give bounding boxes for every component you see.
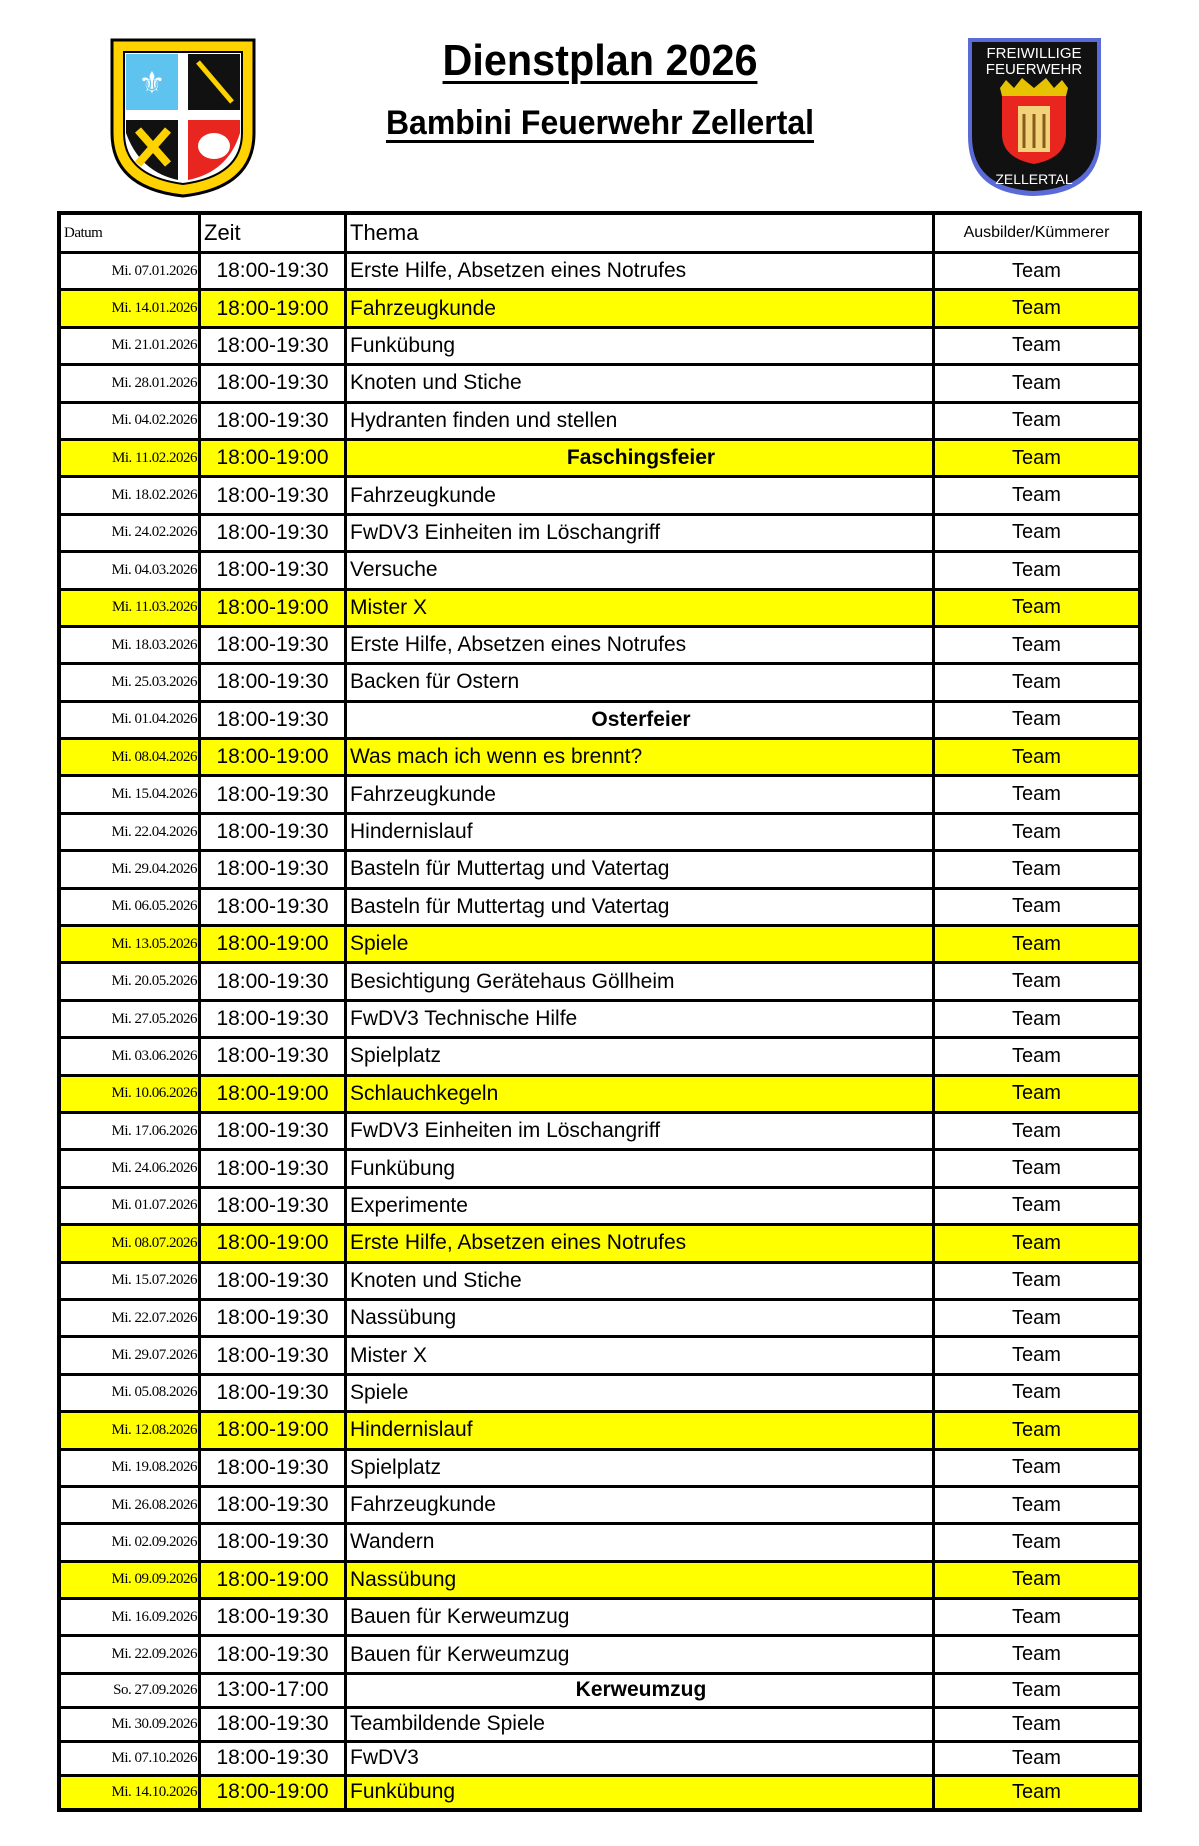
table-row [61, 777, 1138, 811]
topic-cell: Funkübung [347, 329, 932, 363]
topic-cell: Fahrzeugkunde [347, 777, 932, 811]
instructor-cell: Team [935, 777, 1138, 811]
time-cell: 18:00-19:30 [201, 1114, 344, 1148]
time-cell: 18:00-19:30 [201, 815, 344, 849]
table-row [61, 478, 1138, 512]
topic-cell: FwDV3 Einheiten im Löschangriff [347, 516, 932, 550]
table-row [61, 1563, 1138, 1597]
column-header-time: Zeit [201, 215, 344, 251]
svg-text:FEUERWEHR: FEUERWEHR [985, 61, 1083, 78]
date-cell: Mi. 01.04.2026 [61, 703, 198, 737]
instructor-cell: Team [935, 1777, 1138, 1808]
date-cell: Mi. 26.08.2026 [61, 1488, 198, 1522]
topic-cell: Bauen für Kerweumzug [347, 1600, 932, 1634]
table-row [61, 1114, 1138, 1148]
date-cell: Mi. 04.02.2026 [61, 404, 198, 438]
topic-cell: Spiele [347, 1376, 932, 1410]
table-row [61, 1039, 1138, 1073]
time-cell: 18:00-19:00 [201, 1226, 344, 1260]
time-cell: 18:00-19:30 [201, 1637, 344, 1671]
svg-text:⚜: ⚜ [138, 67, 166, 100]
topic-cell: Spielplatz [347, 1451, 932, 1485]
date-cell: Mi. 03.06.2026 [61, 1039, 198, 1073]
table-row [61, 1264, 1138, 1298]
instructor-cell: Team [935, 1563, 1138, 1597]
topic-cell: Funkübung [347, 1777, 932, 1808]
date-cell: So. 27.09.2026 [61, 1675, 198, 1706]
table-row [61, 927, 1138, 961]
table-row [61, 1301, 1138, 1335]
topic-cell: Hydranten finden und stellen [347, 404, 932, 438]
instructor-cell: Team [935, 1151, 1138, 1185]
topic-cell: Versuche [347, 553, 932, 587]
topic-cell: FwDV3 [347, 1743, 932, 1774]
topic-cell: Nassübung [347, 1563, 932, 1597]
time-cell: 18:00-19:00 [201, 1413, 344, 1447]
time-cell: 13:00-17:00 [201, 1675, 344, 1706]
topic-cell: Faschingsfeier [347, 441, 932, 475]
time-cell: 18:00-19:00 [201, 1563, 344, 1597]
time-cell: 18:00-19:00 [201, 927, 344, 961]
date-cell: Mi. 08.07.2026 [61, 1226, 198, 1260]
time-cell: 18:00-19:00 [201, 591, 344, 625]
topic-cell: Hindernislauf [347, 815, 932, 849]
time-cell: 18:00-19:30 [201, 329, 344, 363]
date-cell: Mi. 14.10.2026 [61, 1777, 198, 1808]
table-row [61, 1675, 1138, 1706]
time-cell: 18:00-19:30 [201, 1451, 344, 1485]
date-cell: Mi. 25.03.2026 [61, 665, 198, 699]
table-row [61, 1376, 1138, 1410]
topic-cell: Spiele [347, 927, 932, 961]
time-cell: 18:00-19:30 [201, 890, 344, 924]
table-row [61, 1002, 1138, 1036]
instructor-cell: Team [935, 591, 1138, 625]
table-row [61, 1488, 1138, 1522]
date-cell: Mi. 20.05.2026 [61, 964, 198, 998]
date-cell: Mi. 28.01.2026 [61, 366, 198, 400]
time-cell: 18:00-19:00 [201, 740, 344, 774]
instructor-cell: Team [935, 478, 1138, 512]
table-row [61, 628, 1138, 662]
table-row [61, 1189, 1138, 1223]
date-cell: Mi. 22.09.2026 [61, 1637, 198, 1671]
instructor-cell: Team [935, 1077, 1138, 1111]
time-cell: 18:00-19:30 [201, 1189, 344, 1223]
time-cell: 18:00-19:30 [201, 516, 344, 550]
schedule-table [57, 211, 1142, 1812]
time-cell: 18:00-19:00 [201, 1777, 344, 1808]
table-row [61, 366, 1138, 400]
instructor-cell: Team [935, 1637, 1138, 1671]
column-header-date: Datum [61, 215, 198, 251]
instructor-cell: Team [935, 329, 1138, 363]
topic-cell: Hindernislauf [347, 1413, 932, 1447]
instructor-cell: Team [935, 1264, 1138, 1298]
instructor-cell: Team [935, 628, 1138, 662]
topic-cell: Was mach ich wenn es brennt? [347, 740, 932, 774]
instructor-cell: Team [935, 1451, 1138, 1485]
table-row [61, 1077, 1138, 1111]
instructor-cell: Team [935, 516, 1138, 550]
instructor-cell: Team [935, 1743, 1138, 1774]
topic-cell: Kerweumzug [347, 1675, 932, 1706]
date-cell: Mi. 11.03.2026 [61, 591, 198, 625]
time-cell: 18:00-19:30 [201, 366, 344, 400]
date-cell: Mi. 10.06.2026 [61, 1077, 198, 1111]
topic-cell: Erste Hilfe, Absetzen eines Notrufes [347, 1226, 932, 1260]
time-cell: 18:00-19:30 [201, 1488, 344, 1522]
time-cell: 18:00-19:30 [201, 1743, 344, 1774]
instructor-cell: Team [935, 1039, 1138, 1073]
instructor-cell: Team [935, 1488, 1138, 1522]
date-cell: Mi. 30.09.2026 [61, 1709, 198, 1740]
topic-cell: Mister X [347, 1338, 932, 1372]
page-subtitle: Bambini Feuerwehr Zellertal [385, 104, 815, 142]
date-cell: Mi. 24.02.2026 [61, 516, 198, 550]
instructor-cell: Team [935, 254, 1138, 288]
table-row [61, 852, 1138, 886]
table-row [61, 964, 1138, 998]
date-cell: Mi. 22.04.2026 [61, 815, 198, 849]
date-cell: Mi. 05.08.2026 [61, 1376, 198, 1410]
instructor-cell: Team [935, 553, 1138, 587]
date-cell: Mi. 19.08.2026 [61, 1451, 198, 1485]
instructor-cell: Team [935, 1525, 1138, 1559]
table-row [61, 665, 1138, 699]
table-row [61, 329, 1138, 363]
instructor-cell: Team [935, 1376, 1138, 1410]
table-body [61, 254, 1138, 1808]
time-cell: 18:00-19:30 [201, 1264, 344, 1298]
time-cell: 18:00-19:30 [201, 1151, 344, 1185]
instructor-cell: Team [935, 852, 1138, 886]
instructor-cell: Team [935, 703, 1138, 737]
instructor-cell: Team [935, 366, 1138, 400]
topic-cell: Schlauchkegeln [347, 1077, 932, 1111]
table-row [61, 254, 1138, 288]
time-cell: 18:00-19:00 [201, 291, 344, 325]
time-cell: 18:00-19:30 [201, 1525, 344, 1559]
instructor-cell: Team [935, 964, 1138, 998]
time-cell: 18:00-19:30 [201, 1301, 344, 1335]
time-cell: 18:00-19:30 [201, 254, 344, 288]
time-cell: 18:00-19:30 [201, 703, 344, 737]
table-row [61, 1637, 1138, 1671]
date-cell: Mi. 04.03.2026 [61, 553, 198, 587]
table-row [61, 1413, 1138, 1447]
time-cell: 18:00-19:30 [201, 1600, 344, 1634]
time-cell: 18:00-19:30 [201, 964, 344, 998]
time-cell: 18:00-19:00 [201, 1077, 344, 1111]
page-title: Dienstplan 2026 [442, 36, 758, 85]
time-cell: 18:00-19:30 [201, 553, 344, 587]
date-cell: Mi. 29.07.2026 [61, 1338, 198, 1372]
column-header-topic: Thema [347, 215, 932, 251]
instructor-cell: Team [935, 441, 1138, 475]
topic-cell: Fahrzeugkunde [347, 1488, 932, 1522]
topic-cell: FwDV3 Technische Hilfe [347, 1002, 932, 1036]
table-row [61, 1525, 1138, 1559]
date-cell: Mi. 09.09.2026 [61, 1563, 198, 1597]
table-row [61, 516, 1138, 550]
table-row [61, 441, 1138, 475]
instructor-cell: Team [935, 927, 1138, 961]
table-row [61, 1151, 1138, 1185]
time-cell: 18:00-19:30 [201, 478, 344, 512]
instructor-cell: Team [935, 890, 1138, 924]
date-cell: Mi. 08.04.2026 [61, 740, 198, 774]
topic-cell: Erste Hilfe, Absetzen eines Notrufes [347, 254, 932, 288]
topic-cell: FwDV3 Einheiten im Löschangriff [347, 1114, 932, 1148]
instructor-cell: Team [935, 1338, 1138, 1372]
instructor-cell: Team [935, 815, 1138, 849]
topic-cell: Nassübung [347, 1301, 932, 1335]
instructor-cell: Team [935, 1002, 1138, 1036]
table-row [61, 553, 1138, 587]
table-row [61, 1743, 1138, 1774]
instructor-cell: Team [935, 1301, 1138, 1335]
date-cell: Mi. 14.01.2026 [61, 291, 198, 325]
topic-cell: Bauen für Kerweumzug [347, 1637, 932, 1671]
table-row [61, 1777, 1138, 1808]
table-row [61, 404, 1138, 438]
date-cell: Mi. 22.07.2026 [61, 1301, 198, 1335]
instructor-cell: Team [935, 1226, 1138, 1260]
time-cell: 18:00-19:30 [201, 777, 344, 811]
table-row [61, 591, 1138, 625]
time-cell: 18:00-19:30 [201, 404, 344, 438]
date-cell: Mi. 06.05.2026 [61, 890, 198, 924]
date-cell: Mi. 17.06.2026 [61, 1114, 198, 1148]
table-row [61, 740, 1138, 774]
topic-cell: Fahrzeugkunde [347, 478, 932, 512]
instructor-cell: Team [935, 1600, 1138, 1634]
table-row [61, 1338, 1138, 1372]
topic-cell: Spielplatz [347, 1039, 932, 1073]
instructor-cell: Team [935, 1189, 1138, 1223]
date-cell: Mi. 12.08.2026 [61, 1413, 198, 1447]
table-row [61, 815, 1138, 849]
date-cell: Mi. 02.09.2026 [61, 1525, 198, 1559]
svg-text:FREIWILLIGE: FREIWILLIGE [986, 45, 1082, 62]
svg-text:ZELLERTAL: ZELLERTAL [995, 171, 1073, 187]
table-row [61, 1451, 1138, 1485]
instructor-cell: Team [935, 1709, 1138, 1740]
topic-cell: Knoten und Stiche [347, 1264, 932, 1298]
date-cell: Mi. 11.02.2026 [61, 441, 198, 475]
table-header-row [61, 215, 1138, 251]
instructor-cell: Team [935, 1114, 1138, 1148]
date-cell: Mi. 18.02.2026 [61, 478, 198, 512]
instructor-cell: Team [935, 665, 1138, 699]
topic-cell: Knoten und Stiche [347, 366, 932, 400]
time-cell: 18:00-19:30 [201, 1338, 344, 1372]
topic-cell: Experimente [347, 1189, 932, 1223]
table-row [61, 1226, 1138, 1260]
table-row [61, 1600, 1138, 1634]
topic-cell: Erste Hilfe, Absetzen eines Notrufes [347, 628, 932, 662]
topic-cell: Teambildende Spiele [347, 1709, 932, 1740]
topic-cell: Basteln für Muttertag und Vatertag [347, 852, 932, 886]
time-cell: 18:00-19:30 [201, 628, 344, 662]
column-header-instructor: Ausbilder/Kümmerer [935, 215, 1138, 251]
date-cell: Mi. 15.04.2026 [61, 777, 198, 811]
table-row [61, 291, 1138, 325]
time-cell: 18:00-19:30 [201, 1039, 344, 1073]
date-cell: Mi. 01.07.2026 [61, 1189, 198, 1223]
date-cell: Mi. 24.06.2026 [61, 1151, 198, 1185]
topic-cell: Fahrzeugkunde [347, 291, 932, 325]
instructor-cell: Team [935, 1413, 1138, 1447]
date-cell: Mi. 13.05.2026 [61, 927, 198, 961]
topic-cell: Besichtigung Gerätehaus Göllheim [347, 964, 932, 998]
date-cell: Mi. 29.04.2026 [61, 852, 198, 886]
time-cell: 18:00-19:30 [201, 1709, 344, 1740]
date-cell: Mi. 27.05.2026 [61, 1002, 198, 1036]
topic-cell: Backen für Ostern [347, 665, 932, 699]
time-cell: 18:00-19:00 [201, 441, 344, 475]
time-cell: 18:00-19:30 [201, 665, 344, 699]
topic-cell: Wandern [347, 1525, 932, 1559]
time-cell: 18:00-19:30 [201, 1002, 344, 1036]
table-row [61, 1709, 1138, 1740]
date-cell: Mi. 18.03.2026 [61, 628, 198, 662]
instructor-cell: Team [935, 291, 1138, 325]
instructor-cell: Team [935, 740, 1138, 774]
table-row [61, 890, 1138, 924]
date-cell: Mi. 16.09.2026 [61, 1600, 198, 1634]
date-cell: Mi. 07.10.2026 [61, 1743, 198, 1774]
time-cell: 18:00-19:30 [201, 852, 344, 886]
date-cell: Mi. 21.01.2026 [61, 329, 198, 363]
instructor-cell: Team [935, 404, 1138, 438]
topic-cell: Basteln für Muttertag und Vatertag [347, 890, 932, 924]
topic-cell: Osterfeier [347, 703, 932, 737]
date-cell: Mi. 07.01.2026 [61, 254, 198, 288]
topic-cell: Funkübung [347, 1151, 932, 1185]
table-row [61, 703, 1138, 737]
fire-brigade-badge-logo [966, 36, 1103, 198]
topic-cell: Mister X [347, 591, 932, 625]
date-cell: Mi. 15.07.2026 [61, 1264, 198, 1298]
instructor-cell: Team [935, 1675, 1138, 1706]
time-cell: 18:00-19:30 [201, 1376, 344, 1410]
